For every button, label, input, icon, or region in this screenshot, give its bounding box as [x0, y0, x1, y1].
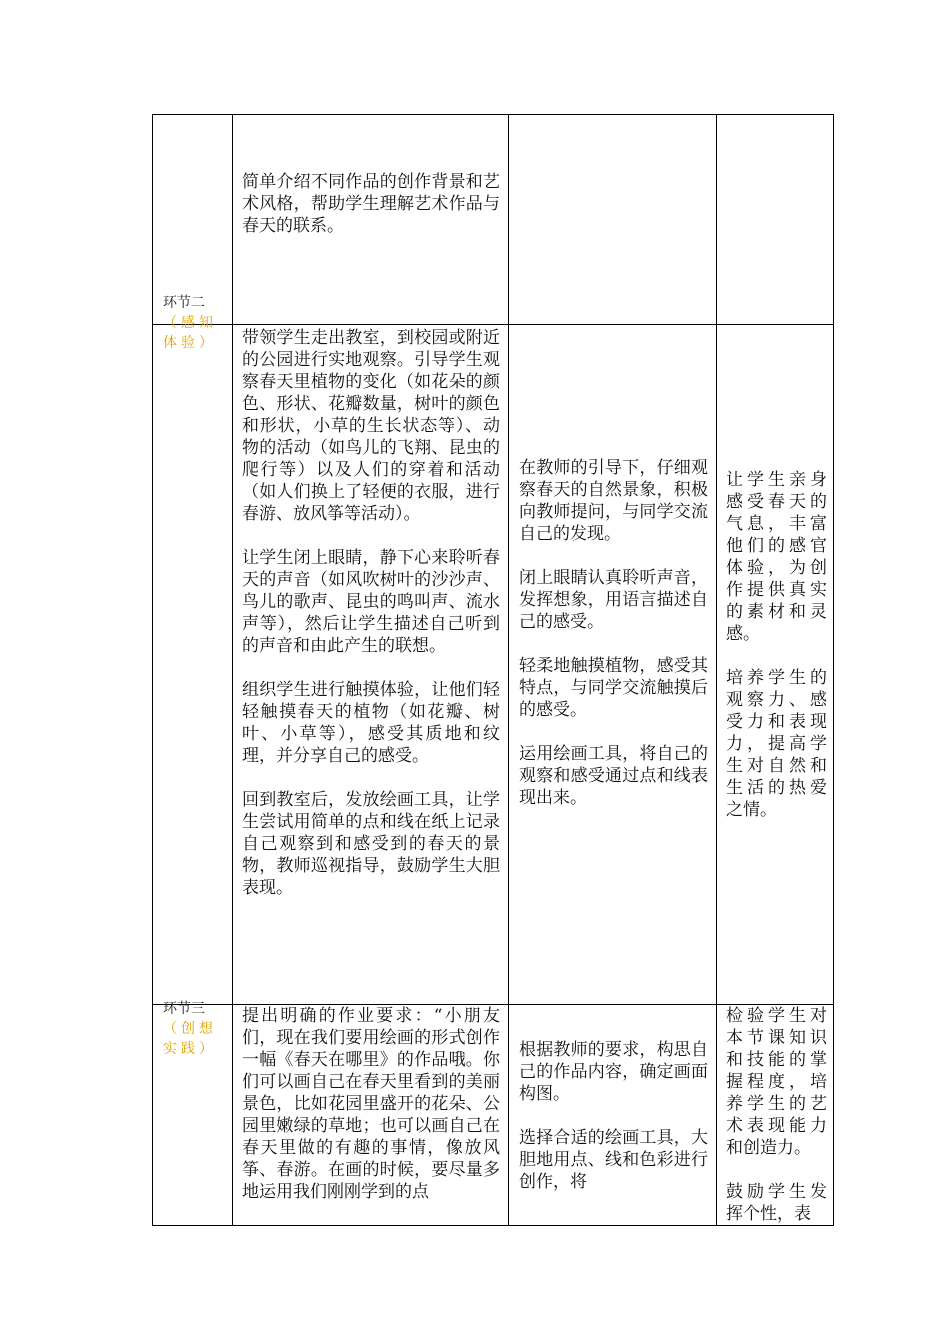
purpose-paragraph: 让学生亲身感受春天的气息，丰富他们的感官体验，为创作提供真实的素材和灵感。	[726, 470, 827, 644]
stage-name: 环节二	[163, 295, 205, 311]
teacher-activity-cell	[233, 1005, 509, 1226]
teacher-paragraph: 提出明确的作业要求：“小朋友们，现在我们要用绘画的形式创作一幅《春天在哪里》的作品哦。你们可以画自己在春天里看到的美丽景色，比如花园里盛开的花朵、公园里嫩绿的草地；也可以画自己在春天里做的有趣的事情，像放风筝、春游。在画的时候，要尽量多地运用我们刚刚学到的点	[242, 1006, 500, 1202]
stage-subtitle: （创想实践）	[163, 1021, 217, 1057]
student-activity-cell	[509, 115, 717, 325]
student-activity-cell	[509, 325, 717, 1005]
table-row	[153, 115, 834, 325]
stage-cell	[153, 295, 233, 1005]
teacher-paragraph: 组织学生进行触摸体验，让他们轻轻触摸春天的植物（如花瓣、树叶、小草等），感受其质地和纹理，并分享自己的感受。	[242, 680, 500, 766]
stage-name: 环节三	[163, 1001, 205, 1017]
teacher-activity-cell	[233, 325, 509, 1005]
purpose-paragraph: 检验学生对本节课知识和技能的掌握程度，培养学生的艺术表现能力和创造力。	[726, 1006, 827, 1158]
student-paragraph: 闭上眼睛认真聆听声音，发挥想象，用语言描述自己的感受。	[519, 568, 708, 632]
lesson-plan-table	[152, 114, 834, 1226]
design-purpose-cell	[717, 325, 834, 1005]
design-purpose-cell	[717, 115, 834, 325]
stage-cell	[153, 1001, 233, 1226]
student-activity-cell	[509, 1005, 717, 1226]
teacher-activity-cell	[233, 115, 509, 325]
student-paragraph: 轻柔地触摸植物，感受其特点，与同学交流触摸后的感受。	[519, 656, 708, 720]
teacher-paragraph: 回到教室后，发放绘画工具，让学生尝试用简单的点和线在纸上记录自己观察到和感受到的春天的景物，教师巡视指导，鼓励学生大胆表现。	[242, 790, 500, 898]
stage-subtitle: （感知体验）	[163, 315, 217, 351]
teacher-paragraph: 让学生闭上眼睛，静下心来聆听春天的声音（如风吹树叶的沙沙声、鸟儿的歌声、昆虫的鸣叫声、流水声等），然后让学生描述自己听到的声音和由此产生的联想。	[242, 548, 500, 656]
purpose-paragraph: 培养学生的观察力、感受力和表现力，提高学生对自然和生活的热爱之情。	[726, 668, 827, 820]
student-paragraph: 选择合适的绘画工具，大胆地用点、线和色彩进行创作，将	[519, 1128, 708, 1192]
student-paragraph: 在教师的引导下，仔细观察春天的自然景象，积极向教师提问，与同学交流自己的发现。	[519, 458, 708, 544]
teacher-paragraph: 简单介绍不同作品的创作背景和艺术风格，帮助学生理解艺术作品与春天的联系。	[242, 172, 500, 236]
student-paragraph: 根据教师的要求，构思自己的作品内容，确定画面构图。	[519, 1040, 708, 1104]
teacher-paragraph: 带领学生走出教室，到校园或附近的公园进行实地观察。引导学生观察春天里植物的变化（如花朵的颜色、形状、花瓣数量，树叶的颜色和形状，小草的生长状态等）、动物的活动（如鸟儿的飞翔、昆虫的爬行等）以及人们的穿着和活动（如人们换上了轻便的衣服，进行春游、放风筝等活动）。	[242, 328, 500, 524]
table-row	[153, 1005, 834, 1226]
design-purpose-cell	[717, 1005, 834, 1226]
student-paragraph: 运用绘画工具，将自己的观察和感受通过点和线表现出来。	[519, 744, 708, 808]
purpose-paragraph: 鼓励学生发挥个性，表	[726, 1182, 827, 1224]
table-row	[153, 325, 834, 1005]
